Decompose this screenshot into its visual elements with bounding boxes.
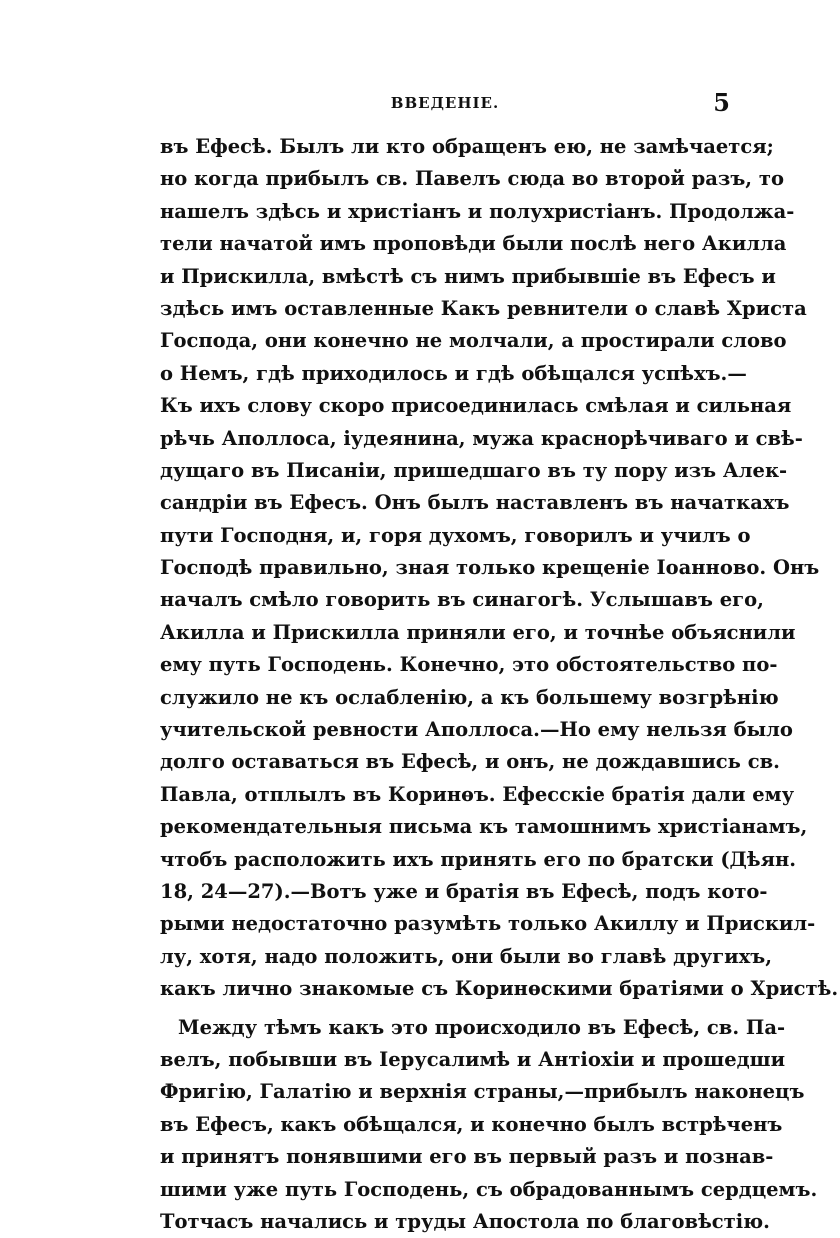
text-line: долго оставаться въ Ефесѣ, и онъ, не дождавшись св. <box>160 750 780 774</box>
text-line: пути Господня, и, горя духомъ, говорилъ и училъ о <box>160 523 751 547</box>
text-line: Павла, отплылъ въ Коринѳъ. Ефесскіе братія дали ему <box>160 782 795 806</box>
text-line: о Немъ, гдѣ приходилось и гдѣ обѣщался успѣхъ.— <box>160 361 747 385</box>
running-title: ВВЕДЕНІЕ. <box>390 94 500 112</box>
text-line: шими уже путь Господень, съ обрадованнымъ сердцемъ. <box>160 1177 818 1201</box>
text-line: велъ, побывши въ Іерусалимѣ и Антіохіи и прошедши <box>160 1047 786 1071</box>
text-line: Тотчасъ начались и труды Апостола по благовѣстію. <box>160 1209 770 1233</box>
text-line: въ Ефесъ, какъ обѣщался, и конечно былъ встрѣченъ <box>160 1112 783 1136</box>
paragraph-2 <box>160 1012 818 1238</box>
page-number: 5 <box>713 88 730 117</box>
text-line: лу, хотя, надо положить, они были во главѣ другихъ, <box>160 944 773 968</box>
text-line: служило не къ ослабленію, а къ большему возгрѣнію <box>160 685 779 709</box>
body-text <box>160 131 839 1238</box>
text-line: нашелъ здѣсь и христіанъ и полухристіанъ. Продолжа- <box>160 199 795 223</box>
text-line: въ Ефесѣ. Былъ ли кто обращенъ ею, не замѣчается; <box>160 135 774 158</box>
text-line: но когда прибылъ св. Павелъ сюда во второй разъ, то <box>160 167 784 191</box>
text-line: Фригію, Галатію и верхнія страны,—прибылъ наконецъ <box>160 1080 805 1104</box>
paragraph-1 <box>160 131 839 1006</box>
text-line: 18, 24—27).—Вотъ уже и братія въ Ефесѣ, подъ кото- <box>160 879 768 903</box>
text-line: рыми недостаточно разумѣть только Акиллу и Прискил- <box>160 912 816 936</box>
text-line: сандріи въ Ефесъ. Онъ былъ наставленъ въ начаткахъ <box>160 491 790 515</box>
text-line: ему путь Господень. Конечно, это обстоятельство по- <box>160 653 778 677</box>
text-line: учительской ревности Аполлоса.—Но ему нельзя было <box>160 718 793 742</box>
text-line: Акилла и Прискилла приняли его, и точнѣе объяснили <box>160 620 796 644</box>
text-line: Между тѣмъ какъ это происходило въ Ефесѣ, св. Па- <box>178 1015 786 1039</box>
text-line: тели начатой имъ проповѣди были послѣ него Акилла <box>160 232 787 256</box>
text-line: какъ лично знакомые съ Коринѳскими братіями о Христѣ. <box>160 977 839 1001</box>
text-line: дущаго въ Писаніи, пришедшаго въ ту пору изъ Алек- <box>160 458 788 482</box>
text-line: Господѣ правильно, зная только крещеніе Іоанново. Онъ <box>160 556 820 580</box>
text-line: Господа, они конечно не молчали, а простирали слово <box>160 329 787 353</box>
text-line: чтобъ расположить ихъ принять его по братски (Дѣян. <box>160 847 797 871</box>
text-line: здѣсь имъ оставленные Какъ ревнители о славѣ Христа <box>160 296 807 320</box>
text-line: и Прискилла, вмѣстѣ съ нимъ прибывшіе въ Ефесъ и <box>160 264 776 288</box>
running-header <box>160 88 730 118</box>
text-line: рекомендательныя письма къ тамошнимъ христіанамъ, <box>160 815 808 839</box>
text-line: и принятъ понявшими его въ первый разъ и познав- <box>160 1145 774 1169</box>
text-line: рѣчь Аполлоса, іудеянина, мужа краснорѣчиваго и свѣ- <box>160 426 803 450</box>
text-line: Къ ихъ слову скоро присоединилась смѣлая и сильная <box>160 394 792 418</box>
text-line: началъ смѣло говорить въ синагогѣ. Услышавъ его, <box>160 588 764 612</box>
